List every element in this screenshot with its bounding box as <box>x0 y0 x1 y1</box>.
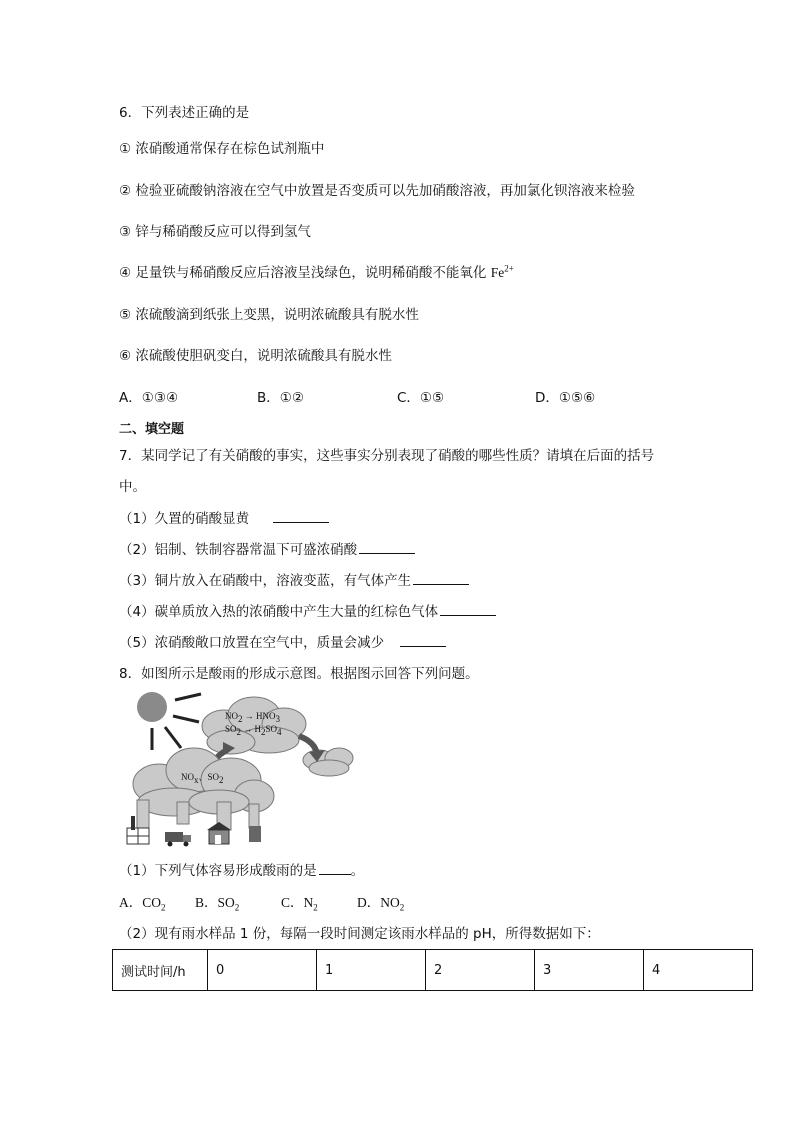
q6-item-4 <box>119 264 514 282</box>
upper-cloud-label: $NO_2 \to HNO_3$ $SO_2 \to H_2SO_4$ <box>225 711 282 737</box>
q7-item-3-text: （3）铜片放入在硝酸中，溶液变蓝，有气体产生 <box>119 573 412 589</box>
lower-cloud-icon <box>133 748 274 832</box>
q7-item-4 <box>119 603 496 621</box>
q6-option-d[interactable]: D．①⑤⑥ <box>535 390 596 406</box>
q6-item-6: ⑥ 浓硫酸使胆矾变白，说明浓硫酸具有脱水性 <box>119 348 392 364</box>
q8-sub1-blank[interactable] <box>319 862 351 875</box>
q6-option-b[interactable]: B．①② <box>257 390 304 406</box>
q7-blank-3[interactable] <box>413 572 469 585</box>
q7-item-5 <box>119 634 446 652</box>
q8-sub1-stem <box>119 862 364 880</box>
q7-blank-2[interactable] <box>359 541 415 554</box>
lower-cloud-label: $NO_x$、$SO_2$ <box>181 772 224 785</box>
q6-item-4-text: ④ 足量铁与稀硝酸反应后溶液呈浅绿色，说明稀硝酸不能氧化 <box>119 265 487 281</box>
q8-sub1-option-c[interactable]: C．$N_2$ <box>281 895 318 913</box>
chimney-icon <box>249 826 261 842</box>
q7-blank-4[interactable] <box>440 603 496 616</box>
q6-option-a[interactable]: A．①③④ <box>119 390 179 406</box>
q8-sub1-end: 。 <box>350 863 365 879</box>
q6-item-2: ② 检验亚硫酸钠溶液在空气中放置是否变质可以先加硝酸溶液，再加氯化钡溶液来检验 <box>119 183 635 199</box>
q7-item-2-text: （2）铝制、铁制容器常温下可盛浓硝酸 <box>119 542 358 558</box>
table-header-cell: 2 <box>426 950 535 991</box>
section-heading: 二、填空题 <box>119 422 185 437</box>
table-header-cell: 3 <box>535 950 644 991</box>
q8-stem: 8．如图所示是酸雨的形成示意图。根据图示回答下列问题。 <box>119 666 479 682</box>
q6-item-1: ① 浓硝酸通常保存在棕色试剂瓶中 <box>119 141 325 157</box>
q7-item-5-text: （5）浓硝酸敞口放置在空气中，质量会减少 <box>119 635 385 651</box>
q6-option-c[interactable]: C．①⑤ <box>397 390 445 406</box>
q8-sub1-option-a[interactable]: A．$CO_2$ <box>119 895 166 913</box>
table-header-cell: 4 <box>644 950 753 991</box>
right-arrow-icon: → <box>244 711 254 721</box>
q7-item-4-text: （4）碳单质放入热的浓硝酸中产生大量的红棕色气体 <box>119 604 439 620</box>
q8-sub1-option-d[interactable]: D．$NO_2$ <box>357 895 405 913</box>
q7-item-3 <box>119 572 469 590</box>
q6-item-5: ⑤ 浓硫酸滴到纸张上变黑，说明浓硫酸具有脱水性 <box>119 307 419 323</box>
table-header-cell: 0 <box>208 950 317 991</box>
q7-stem-line2: 中。 <box>119 479 146 495</box>
q8-sub1-option-b[interactable]: B．$SO_2$ <box>195 895 240 913</box>
q7-stem-line1: 7．某同学记了有关硝酸的事实，这些事实分别表现了硝酸的哪些性质？请填在后面的括号 <box>119 448 655 464</box>
acid-rain-diagram <box>119 690 359 850</box>
q8-sub1-text: （1）下列气体容易形成酸雨的是 <box>119 863 317 879</box>
ph-data-table <box>112 949 753 991</box>
right-arrow-icon: → <box>243 724 253 734</box>
truck-icon <box>165 832 191 847</box>
q6-item-3: ③ 锌与稀硝酸反应可以得到氢气 <box>119 224 311 240</box>
q8-sub2-stem: （2）现有雨水样品 1 份，每隔一段时间测定该雨水样品的 pH，所得数据如下： <box>119 926 600 942</box>
q7-item-1-text: （1）久置的硝酸显黄 <box>119 511 250 527</box>
q7-item-2 <box>119 541 415 559</box>
q7-blank-1[interactable] <box>273 510 329 523</box>
q7-item-1 <box>119 510 329 528</box>
sun-icon <box>137 692 167 722</box>
drifting-arrow-icon <box>299 736 317 754</box>
q6-item-4-formula: $Fe^{2+}$ <box>490 263 514 280</box>
table-header-cell: 1 <box>317 950 426 991</box>
table-header-cell: 测试时间/h <box>113 950 208 991</box>
table-row <box>113 950 753 991</box>
q7-blank-5[interactable] <box>400 634 446 647</box>
q6-stem: 6．下列表述正确的是 <box>119 105 250 121</box>
